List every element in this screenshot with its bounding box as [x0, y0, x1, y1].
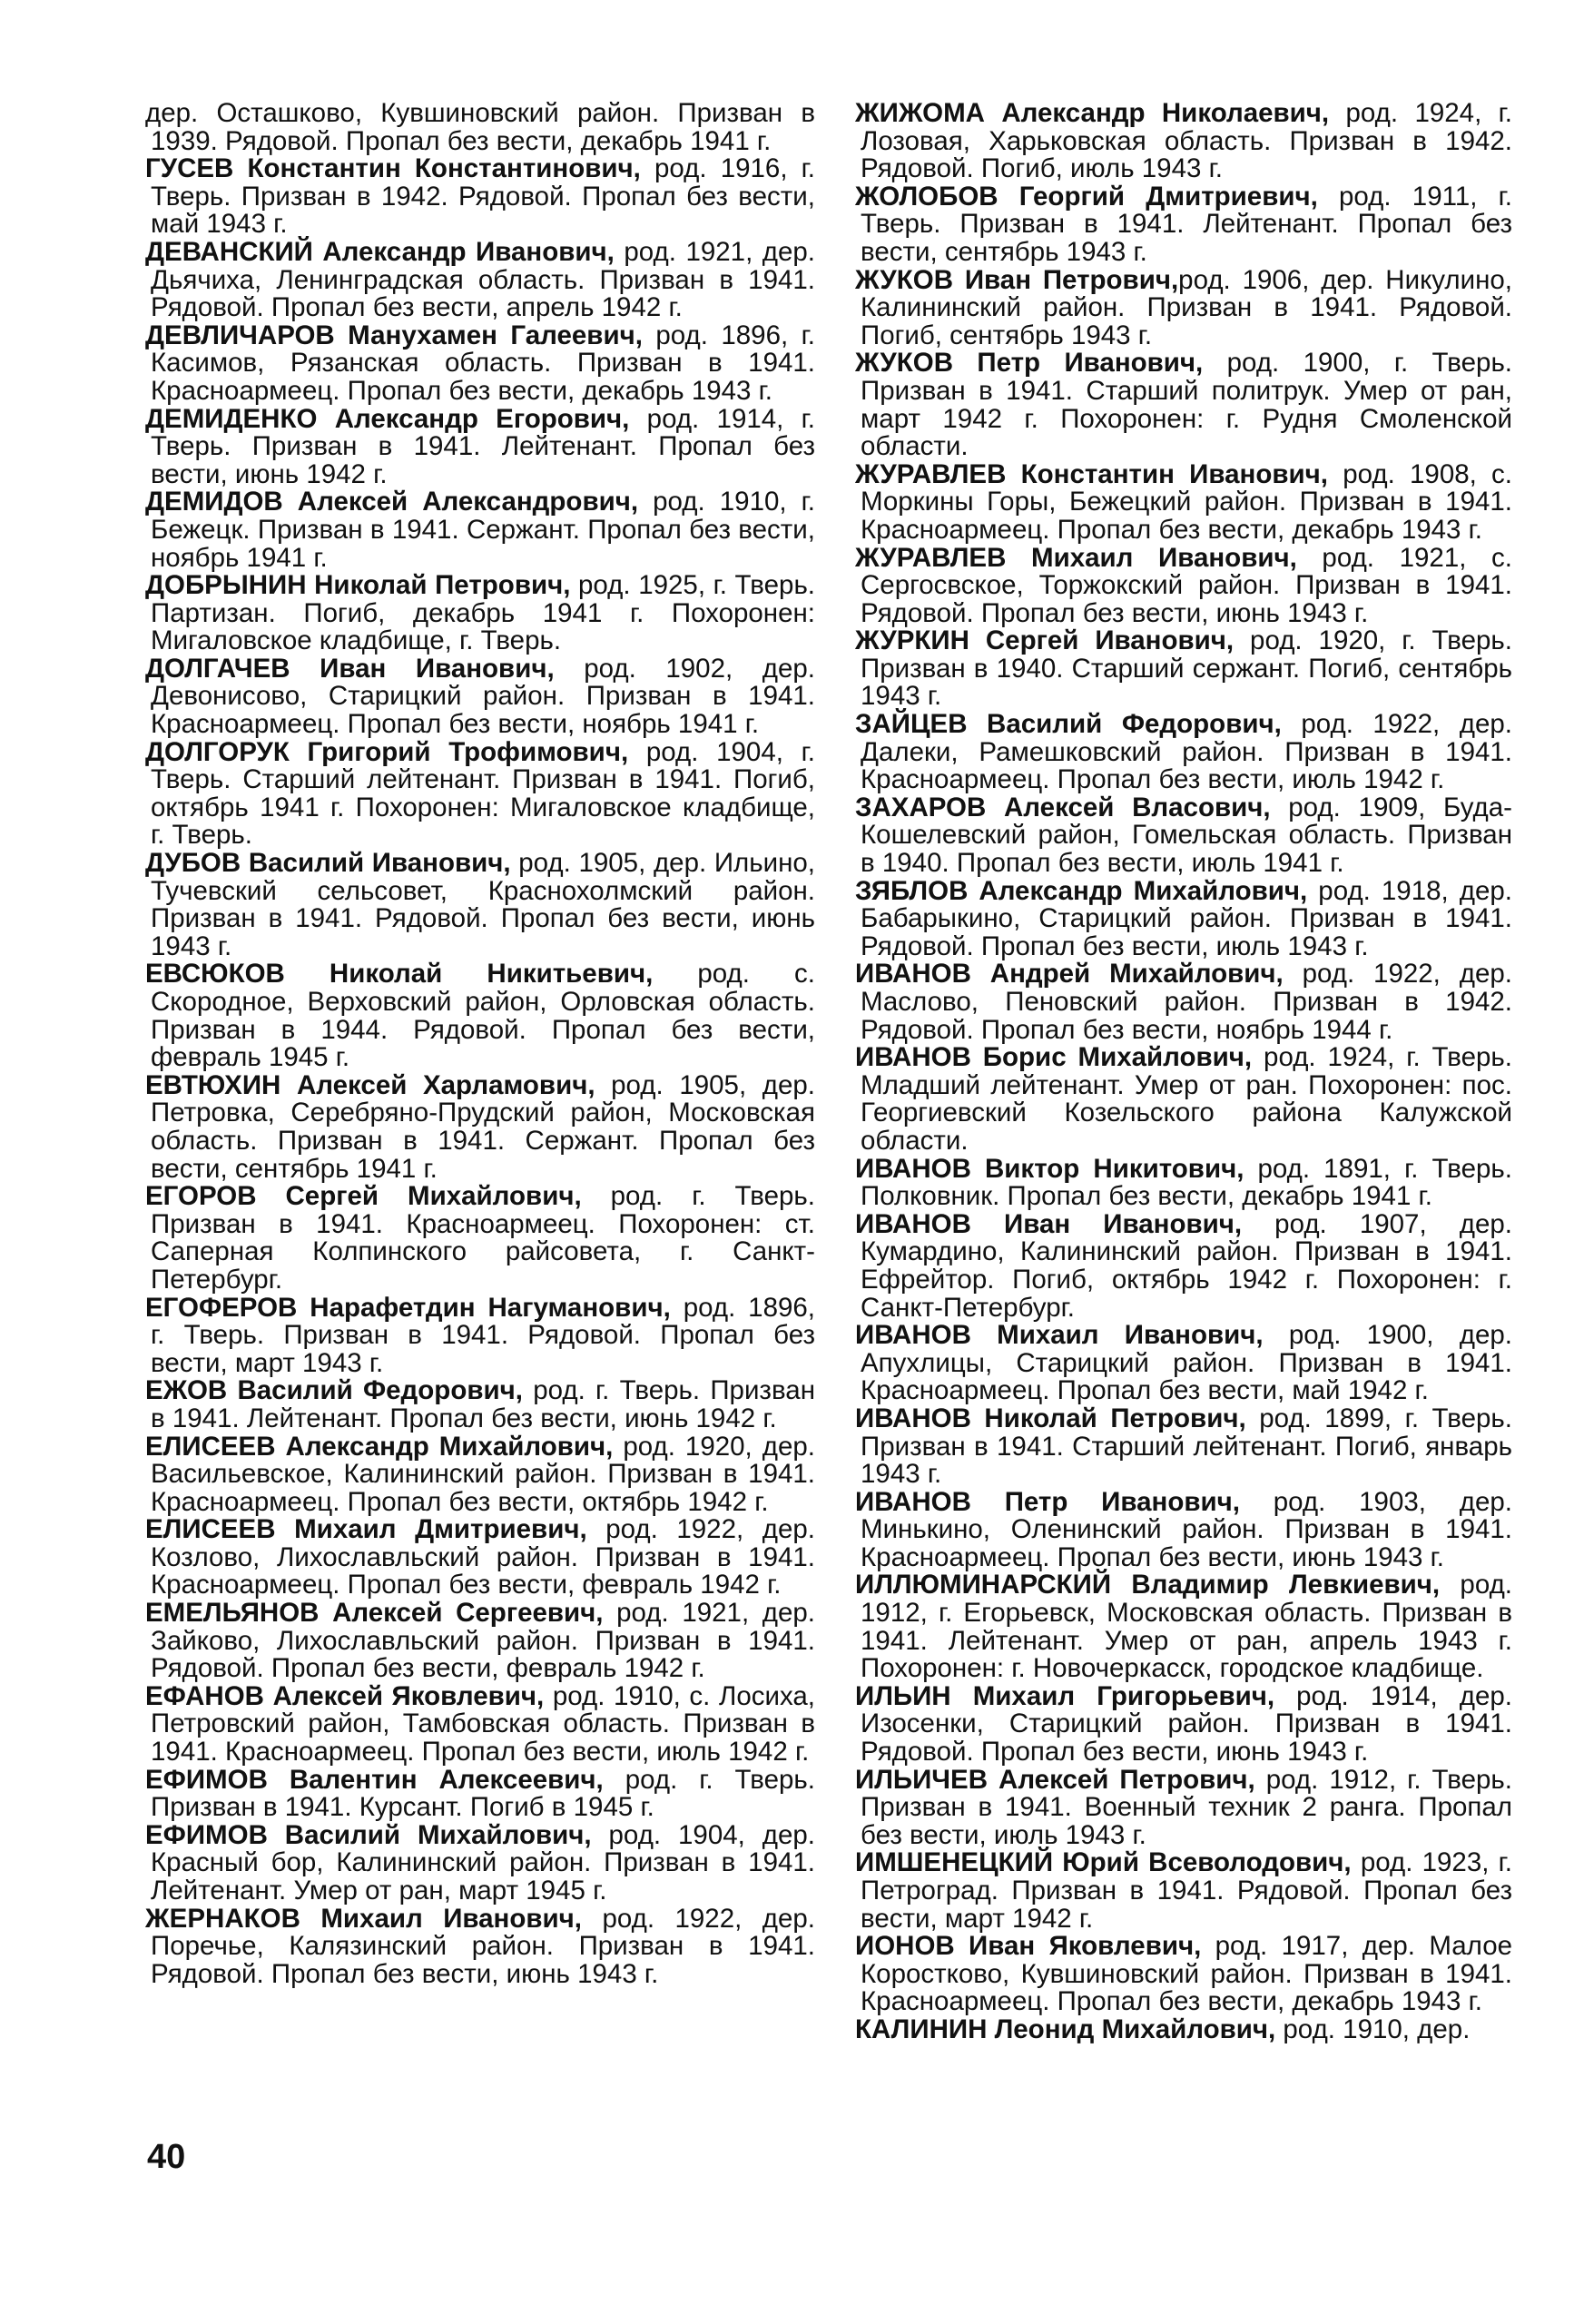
list-item: [145, 572, 815, 655]
person-name: ЕГОФЕРОВ Нарафетдин Нагуманович,: [145, 1292, 671, 1323]
person-name: ИЛЬИЧЕВ Алексей Петрович,: [855, 1764, 1255, 1795]
list-item: [855, 1764, 1512, 1850]
list-item: [855, 960, 1512, 1044]
person-name: ЕВСЮКОВ Николай Никитьевич,: [145, 959, 654, 990]
list-item: [145, 960, 815, 1071]
person-name: ЖИЖОМА Александр Николаевич,: [855, 98, 1330, 128]
list-item: [145, 236, 815, 323]
list-item: [855, 1044, 1512, 1155]
list-item: [855, 458, 1513, 545]
person-details: род. 1903, дер. Минькино, Оленинский район. Призван в 1941. Красноармеец. Пропал без вести, июнь 1943 г.: [861, 1486, 1512, 1572]
person-details: род. 1908, с. Моркины Горы, Бежецкий район. Призван в 1941. Красноармеец. Пропал без вести, декабрь 1943 г.: [861, 458, 1513, 545]
list-item: [855, 1680, 1512, 1768]
person-details: род. 1922, дер. Маслово, Пеновский район. Призван в 1942. Рядовой. Пропал без вести, ноябрь 1944 г.: [861, 959, 1512, 1045]
person-details: род. 1902, дер. Девонисово, Старицкий район. Призван в 1941. Красноармеец. Пропал без вести, ноябрь 1941 г.: [151, 653, 815, 740]
person-name: ЕЖОВ Василий Федорович,: [145, 1375, 523, 1406]
person-details: род. 1904, г. Тверь. Старший лейтенант. Призван в 1941. Погиб, октябрь 1941 г. Похоронен: Мигаловское кладбище, г. Тверь.: [151, 736, 815, 851]
list-item: [145, 1905, 815, 1989]
list-item: [855, 2016, 1512, 2044]
person-details: род. г. Тверь. Призван в 1941. Красноармеец. Похоронен: ст. Саперная Колпинского райсовета, г. Санкт-Петербург.: [151, 1181, 815, 1295]
list-item: [145, 1764, 815, 1823]
person-name: ЕФАНОВ Алексей Яковлевич,: [145, 1680, 545, 1711]
person-name: ЕГОРОВ Сергей Михайлович,: [145, 1181, 582, 1212]
list-item: [145, 655, 815, 739]
person-details: род. 1896, г. Касимов, Рязанская область. Призван в 1941. Красноармеец. Пропал без вести, декабрь 1943 г.: [151, 320, 815, 406]
person-details: род. 1921, с. Сергосвское, Торжокский район. Призван в 1941. Рядовой. Пропал без вести, июнь 1943 г.: [861, 542, 1512, 628]
person-details: род. 1920, дер. Васильевское, Калининский район. Призван в 1941. Красноармеец. Пропал без вести, октябрь 1942 г.: [151, 1431, 815, 1517]
left-column: [145, 100, 815, 1988]
person-name: ИМШЕНЕЦКИЙ Юрий Всеволодович,: [855, 1847, 1352, 1878]
list-item: [855, 711, 1512, 794]
list-item: [855, 1153, 1512, 1212]
person-name: ДЕМИДЕНКО Александр Егорович,: [145, 403, 630, 434]
person-name: ЖУКОВ Петр Иванович,: [855, 348, 1204, 379]
list-item: [145, 488, 815, 572]
person-name: КАЛИНИН Леонид Михайлович,: [855, 2014, 1276, 2044]
list-item: [855, 1322, 1512, 1405]
person-name: ЕМЕЛЬЯНОВ Алексей Сергеевич,: [145, 1598, 604, 1629]
list-item: [145, 736, 815, 851]
person-details: род. 1910, дер.: [1275, 2014, 1471, 2044]
person-details: род. 1922, дер. Козлово, Лихославльский район. Призван в 1941. Красноармеец. Пропал без вести, февраль 1942 г.: [151, 1514, 815, 1600]
person-name: ЖУРКИН Сергей Иванович,: [855, 625, 1235, 656]
person-details: род. г. Тверь. Призван в 1941. Курсант. Погиб в 1945 г.: [151, 1764, 815, 1823]
person-name: ИЛЛЮМИНАРСКИЙ Владимир Левкиевич,: [855, 1570, 1441, 1600]
list-item: [145, 1600, 815, 1683]
list-item: [145, 1680, 815, 1768]
person-name: ДУБОВ Василий Иванович,: [145, 848, 511, 879]
person-name: ЖУРАВЛЕВ Михаил Иванович,: [855, 542, 1297, 573]
list-item: [855, 264, 1512, 350]
list-item: [145, 1377, 815, 1433]
person-details: род. 1916, г. Тверь. Призван в 1942. Рядовой. Пропал без вести, май 1943 г.: [151, 153, 815, 240]
list-item: [145, 1433, 815, 1517]
person-details: род. 1905, дер. Петровка, Серебряно-Прудский район, Московская область. Призван в 1941. Сержант. Пропал без вести, сентябрь 1941 г.: [151, 1069, 815, 1184]
list-item: [145, 1183, 815, 1294]
list-item: [855, 1571, 1512, 1682]
person-name: ИВАНОВ Иван Иванович,: [855, 1208, 1243, 1239]
list-item: [855, 350, 1512, 460]
person-details: род. 1909, Буда-Кошелевский район, Гомельская область. Призван в 1940. Пропал без вести, июль 1941 г.: [861, 792, 1512, 879]
person-details: род. с. Скородное, Верховский район, Орловская область. Призван в 1944. Рядовой. Пропал без вести, февраль 1945 г.: [151, 959, 815, 1073]
person-name: ЗАЙЦЕВ Василий Федорович,: [855, 709, 1282, 740]
person-details: род. 1921, дер. Дьячиха, Ленинградская область. Призван в 1941. Рядовой. Пропал без вести, апрель 1942 г.: [151, 236, 815, 323]
person-details: род. 1911, г. Тверь. Призван в 1941. Лейтенант. Пропал без вести, сентябрь 1943 г.: [861, 181, 1512, 267]
person-details: род. 1904, дер. Красный бор, Калининский район. Призван в 1941. Лейтенант. Умер от ран, март 1945 г.: [151, 1819, 815, 1905]
person-name: ЕЛИСЕЕВ Александр Михайлович,: [145, 1431, 614, 1462]
person-details: род. 1896, г. Тверь. Призван в 1941. Рядовой. Пропал без вести, март 1943 г.: [151, 1292, 815, 1378]
list-item: [145, 1516, 815, 1600]
person-details: род. 1910, с. Лосиха, Петровский район, Тамбовская область. Призван в 1941. Красноармеец. Пропал без вести, июль 1942 г.: [151, 1680, 815, 1768]
person-name: ЖОЛОБОВ Георгий Дмитриевич,: [855, 181, 1318, 212]
person-name: ЕВТЮХИН Алексей Харламович,: [145, 1069, 595, 1100]
person-name: ГУСЕВ Константин Константинович,: [145, 153, 641, 184]
person-name: ЖУРАВЛЕВ Константин Иванович,: [855, 458, 1328, 489]
list-item: [145, 850, 815, 960]
person-details: род. 1924, г. Лозовая, Харьковская область. Призван в 1942. Рядовой. Погиб, июль 1943 г.: [861, 98, 1512, 184]
person-details: род. 1914, дер. Изосенки, Старицкий район. Призван в 1941. Рядовой. Пропал без вести, июнь 1943 г.: [861, 1680, 1512, 1768]
person-details: род. 1922, дер. Далеки, Рамешковский район. Призван в 1941. Красноармеец. Пропал без вести, июль 1942 г.: [861, 709, 1512, 795]
person-details: род. 1914, г. Тверь. Призван в 1941. Лейтенант. Пропал без вести, июнь 1942 г.: [151, 403, 815, 489]
list-item: [855, 542, 1512, 628]
list-item: [855, 627, 1512, 711]
person-name: ИВАНОВ Николай Петрович,: [855, 1403, 1246, 1433]
person-details: род. 1921, дер. Зайково, Лихославльский район. Призван в 1941. Рядовой. Пропал без вести, февраль 1942 г.: [151, 1598, 815, 1684]
person-details: род. 1920, г. Тверь. Призван в 1940. Старший сержант. Погиб, сентябрь 1943 г.: [861, 625, 1512, 712]
person-name: ЗАХАРОВ Алексей Власович,: [855, 792, 1271, 822]
person-name: ЖУКОВ Иван Петрович,: [855, 264, 1179, 295]
list-item: [855, 1405, 1512, 1489]
list-item: [145, 322, 815, 406]
list-item: [145, 403, 815, 489]
person-details: род. 1910, г. Бежецк. Призван в 1941. Сержант. Пропал без вести, ноябрь 1941 г.: [151, 487, 815, 573]
person-details: род. 1925, г. Тверь. Партизан. Погиб, декабрь 1941 г. Похоронен: Мигаловское кладбище, г. Тверь.: [151, 570, 816, 656]
person-name: ИВАНОВ Борис Михайлович,: [855, 1042, 1253, 1073]
person-name: ИОНОВ Иван Яковлевич,: [855, 1931, 1202, 1962]
list-item: [855, 1849, 1512, 1933]
person-details: род. 1912, г. Тверь. Призван в 1941. Военный техник 2 ранга. Пропал без вести, июль 1943 г.: [861, 1764, 1512, 1850]
person-details: род. 1900, г. Тверь. Призван в 1941. Старший политрук. Умер от ран, март 1942 г. Похоронен: г. Рудня Смоленской области.: [861, 348, 1513, 462]
list-item: [855, 794, 1512, 878]
person-name: ЗЯБЛОВ Александр Михайлович,: [855, 875, 1308, 906]
list-item: [855, 1486, 1512, 1572]
person-name: ДОЛГОРУК Григорий Трофимович,: [145, 736, 629, 767]
person-name: ДЕВЛИЧАРОВ Манухамен Галеевич,: [145, 320, 643, 350]
right-column: [855, 100, 1512, 2044]
person-name: ИВАНОВ Петр Иванович,: [855, 1486, 1240, 1517]
list-item: [145, 100, 815, 155]
person-details: род. 1900, дер. Апухлицы, Старицкий район. Призван в 1941. Красноармеец. Пропал без вести, май 1942 г.: [861, 1320, 1512, 1406]
person-name: ЕФИМОВ Василий Михайлович,: [145, 1819, 592, 1850]
list-item: [855, 875, 1512, 961]
person-name: ИВАНОВ Андрей Михайлович,: [855, 959, 1284, 990]
person-details: род. 1899, г. Тверь. Призван в 1941. Старший лейтенант. Погиб, январь 1943 г.: [861, 1403, 1512, 1490]
person-details: род. 1906, дер. Никулино, Калининский район. Призван в 1941. Рядовой. Погиб, сентябрь 1943 г.: [861, 264, 1512, 350]
page-number: 40: [147, 2138, 186, 2176]
person-name: ДЕВАНСКИЙ Александр Иванович,: [145, 236, 615, 267]
person-name: ИВАНОВ Виктор Никитович,: [855, 1153, 1244, 1184]
person-details: род. 1918, дер. Бабарыкино, Старицкий район. Призван в 1941. Рядовой. Пропал без вести, июль 1943 г.: [861, 875, 1512, 961]
person-name: ЕФИМОВ Валентин Алексеевич,: [145, 1764, 604, 1795]
person-name: ЕЛИСЕЕВ Михаил Дмитриевич,: [145, 1514, 587, 1545]
person-details: дер. Осташково, Кувшиновский район. Призван в 1939. Рядовой. Пропал без вести, декабрь 1941 г.: [145, 98, 815, 156]
list-item: [855, 1208, 1512, 1323]
person-name: ДЕМИДОВ Алексей Александрович,: [145, 487, 639, 517]
person-details: род. 1912, г. Егорьевск, Московская область. Призван в 1941. Лейтенант. Умер от ран, апрель 1943 г. Похоронен: г. Новочеркасск, городское кладбище.: [861, 1570, 1512, 1684]
person-details: род. 1891, г. Тверь. Полковник. Пропал без вести, декабрь 1941 г.: [861, 1153, 1512, 1212]
person-details: род. 1907, дер. Кумардино, Калининский район. Призван в 1941. Ефрейтор. Погиб, октябрь 1942 г. Похоронен: г. Санкт-Петербург.: [861, 1208, 1512, 1323]
person-name: ИЛЬИН Михаил Григорьевич,: [855, 1680, 1275, 1711]
person-details: род. 1917, дер. Малое Коростково, Кувшиновский район. Призван в 1941. Красноармеец. Пропал без вести, декабрь 1943 г.: [861, 1931, 1513, 2017]
list-item: [145, 1819, 815, 1905]
person-details: род. 1905, дер. Ильино, Тучевский сельсовет, Краснохолмский район. Призван в 1941. Рядовой. Пропал без вести, июнь 1943 г.: [151, 848, 815, 961]
list-item: [855, 183, 1512, 267]
person-name: ДОБРЫНИН Николай Петрович,: [145, 570, 571, 601]
person-details: род. 1922, дер. Поречье, Калязинский район. Призван в 1941. Рядовой. Пропал без вести, июнь 1943 г.: [151, 1903, 815, 1989]
person-details: род. 1924, г. Тверь. Младший лейтенант. Умер от ран. Похоронен: пос. Георгиевский Козельского района Калужской области.: [861, 1042, 1512, 1156]
list-item: [145, 155, 815, 239]
person-name: ДОЛГАЧЕВ Иван Иванович,: [145, 653, 555, 684]
list-item: [855, 100, 1512, 183]
list-item: [145, 1069, 815, 1184]
person-name: ЖЕРНАКОВ Михаил Иванович,: [145, 1903, 582, 1934]
person-details: род. 1923, г. Петроград. Призван в 1941. Рядовой. Пропал без вести, март 1942 г.: [861, 1847, 1512, 1934]
list-item: [855, 1933, 1512, 2016]
list-item: [145, 1292, 815, 1378]
person-details: род. г. Тверь. Призван в 1941. Лейтенант. Пропал без вести, июнь 1942 г.: [151, 1375, 815, 1433]
person-name: ИВАНОВ Михаил Иванович,: [855, 1320, 1264, 1351]
